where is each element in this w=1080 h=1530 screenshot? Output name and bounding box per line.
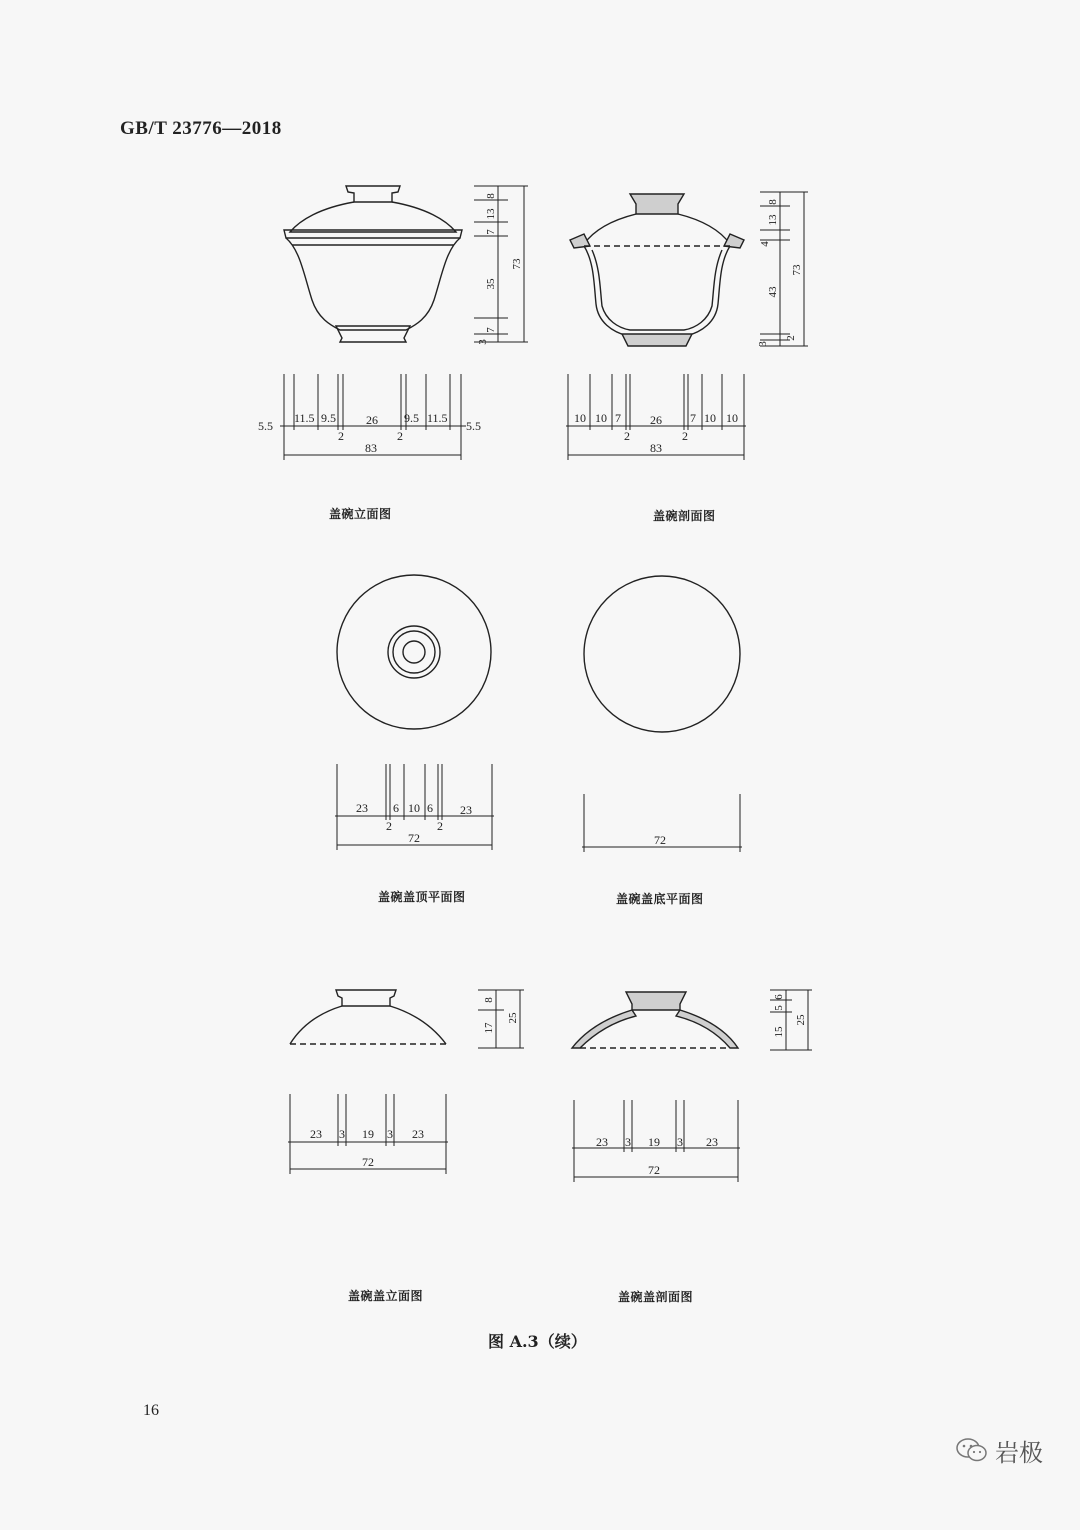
view-caption: 盖碗盖顶平面图: [378, 890, 466, 904]
dim-label: 25: [795, 1014, 807, 1026]
dim-label: 15: [773, 1026, 785, 1038]
dim-label: 72: [362, 1155, 374, 1169]
dim-label: 3: [387, 1127, 393, 1141]
dim-label: 19: [648, 1135, 660, 1149]
bowl-section-drawing: [570, 194, 744, 346]
dim-label: 26: [366, 413, 378, 427]
dim-label: 17: [483, 1022, 495, 1034]
bowl-elevation-drawing: [284, 186, 462, 342]
dim-label: 5.5: [258, 419, 273, 433]
dim-label: 10: [704, 411, 716, 425]
dim-label: 7: [690, 411, 696, 425]
dim-label: 2: [437, 819, 443, 833]
dim-label: 9.5: [404, 411, 419, 425]
dim-label: 11.5: [294, 411, 315, 425]
dim-label: 23: [356, 801, 368, 815]
dim-label: 73: [511, 258, 523, 270]
view-caption: 盖碗盖剖面图: [618, 1290, 694, 1304]
dim-label: 8: [483, 997, 495, 1003]
dim-label: 72: [654, 833, 666, 847]
dim-label: 35: [485, 278, 497, 290]
dim-label: 23: [706, 1135, 718, 1149]
dim-label: 72: [408, 831, 420, 845]
dim-label: 23: [460, 803, 472, 817]
dim-label: 19: [362, 1127, 374, 1141]
dim-label: 83: [650, 441, 662, 455]
dim-label: 2: [397, 429, 403, 443]
dim-label: 7: [615, 411, 621, 425]
wechat-icon: [955, 1436, 989, 1464]
dim-label: 8: [767, 199, 779, 205]
view-caption: 盖碗立面图: [329, 507, 392, 521]
dim-label: 72: [648, 1163, 660, 1177]
dim-label: 3: [677, 1135, 683, 1149]
dim-label: 6: [393, 801, 399, 815]
lid-top-plan-drawing: [337, 575, 491, 729]
dim-label: 10: [408, 801, 420, 815]
dim-label: 8: [485, 193, 497, 199]
dim-label: 83: [365, 441, 377, 455]
dim-label: 3: [625, 1135, 631, 1149]
page-number: 16: [143, 1402, 159, 1419]
dim-label: 13: [767, 214, 779, 226]
dim-label: 5.5: [466, 419, 481, 433]
lid-bottom-plan-drawing: [584, 576, 740, 732]
dim-label: 3: [477, 339, 489, 345]
dim-label: 25: [507, 1012, 519, 1024]
dim-label: 11.5: [427, 411, 448, 425]
dim-label: 2: [624, 429, 630, 443]
dim-label: 43: [767, 286, 779, 298]
watermark: [955, 1432, 1055, 1468]
watermark-text: 岩极: [995, 1438, 1043, 1467]
figure-caption: 图 A.3（续）: [488, 1332, 587, 1351]
dim-label: 3: [339, 1127, 345, 1141]
dim-label: 10: [574, 411, 586, 425]
dim-label: 9.5: [321, 411, 336, 425]
dim-label: 6: [773, 994, 785, 1000]
standard-code: GB/T 23776—2018: [120, 118, 282, 139]
dim-label: 5: [773, 1005, 785, 1011]
view-caption: 盖碗盖立面图: [348, 1289, 424, 1303]
view-caption: 盖碗盖底平面图: [616, 892, 704, 906]
dim-label: 7: [485, 229, 497, 235]
dim-label: 3: [757, 341, 769, 347]
dim-label: 6: [427, 801, 433, 815]
dim-label: 2: [682, 429, 688, 443]
dim-label: 10: [595, 411, 607, 425]
dim-label: 26: [650, 413, 662, 427]
dim-label: 2: [785, 335, 797, 341]
dim-label: 10: [726, 411, 738, 425]
dim-label: 2: [338, 429, 344, 443]
dim-label: 13: [485, 208, 497, 220]
dim-label: 4: [759, 241, 771, 247]
dim-label: 23: [596, 1135, 608, 1149]
dim-label: 23: [310, 1127, 322, 1141]
view-caption: 盖碗剖面图: [653, 509, 716, 523]
dim-label: 2: [386, 819, 392, 833]
dim-label: 73: [791, 264, 803, 276]
lid-elevation-drawing: [290, 990, 446, 1044]
dim-label: 23: [412, 1127, 424, 1141]
lid-section-drawing: [572, 992, 738, 1048]
dim-label: 7: [485, 327, 497, 333]
